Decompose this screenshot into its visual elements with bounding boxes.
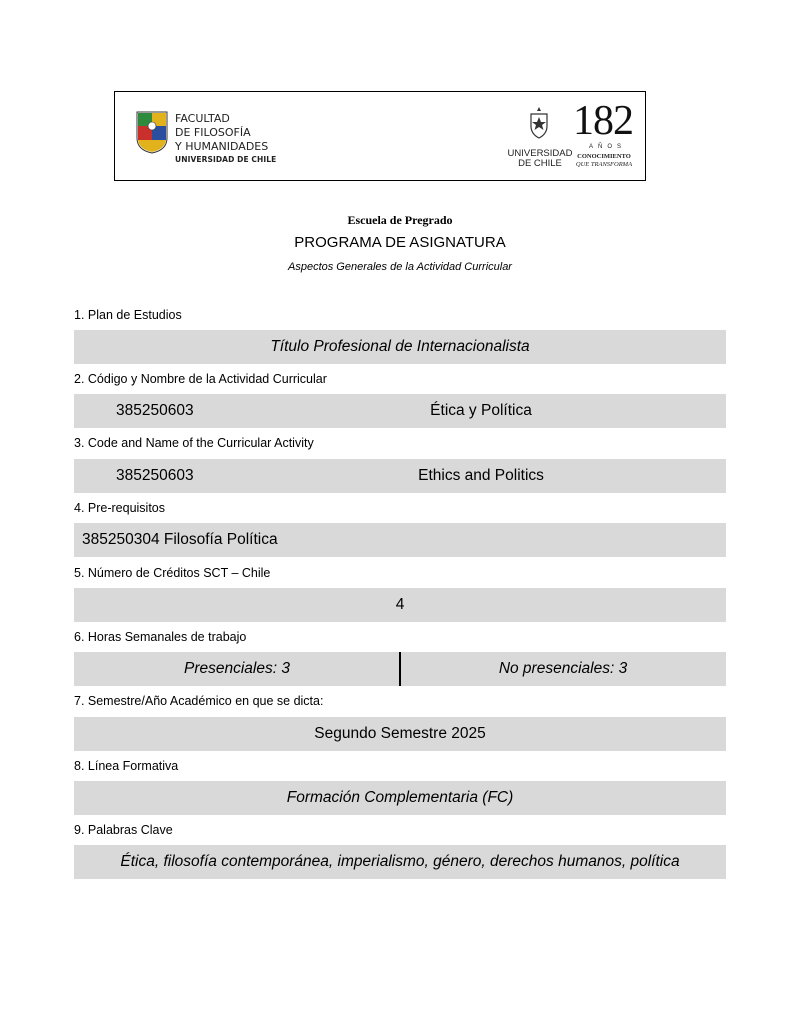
prereq-label: 4. Pre-requisitos: [74, 501, 166, 515]
palabras-label: 9. Palabras Clave: [74, 823, 173, 837]
school-name: Escuela de Pregrado: [347, 213, 453, 227]
codigo-en-code: 385250603: [116, 467, 194, 484]
university-seal-icon: [528, 106, 550, 140]
codigo-es-name: Ética y Política: [430, 402, 532, 419]
horas-no-presenciales: No presenciales: 3: [498, 660, 628, 677]
linea-value: Formación Complementaria (FC): [286, 789, 514, 806]
semestre-field: [74, 717, 726, 751]
anniversary-number: 182: [573, 98, 633, 144]
motto-line-1: CONOCIMIENTO: [577, 153, 631, 160]
faculty-line-4: UNIVERSIDAD DE CHILE: [175, 155, 277, 164]
document-title: PROGRAMA DE ASIGNATURA: [294, 234, 506, 251]
creditos-label: 5. Número de Créditos SCT – Chile: [74, 566, 271, 580]
university-line-2: DE CHILE: [518, 158, 562, 169]
creditos-value: 4: [395, 596, 405, 613]
plan-field: [74, 330, 726, 364]
codigo-en-label: 3. Code and Name of the Curricular Activity: [74, 436, 314, 450]
header-logos: [114, 91, 646, 181]
faculty-shield-icon: [135, 110, 169, 154]
prereq-field: [74, 523, 726, 557]
linea-field: [74, 781, 726, 815]
faculty-line-3: Y HUMANIDADES: [175, 140, 269, 153]
plan-value: Título Profesional de Internacionalista: [270, 338, 530, 355]
university-wordmark: [506, 149, 574, 169]
faculty-wordmark: [175, 112, 276, 166]
creditos-field: [74, 588, 726, 622]
anniversary-motto: [574, 153, 634, 169]
codigo-en-name: Ethics and Politics: [418, 467, 544, 484]
horas-field: [74, 652, 726, 686]
codigo-es-code: 385250603: [116, 402, 194, 419]
horas-presenciales: Presenciales: 3: [184, 660, 290, 677]
codigo-es-field: [74, 394, 726, 428]
horas-label: 6. Horas Semanales de trabajo: [74, 630, 247, 644]
plan-label: 1. Plan de Estudios: [74, 308, 182, 322]
motto-line-2: QUE TRANSFORMA: [575, 161, 633, 168]
codigo-en-field: [74, 459, 726, 493]
linea-label: 8. Línea Formativa: [74, 759, 179, 773]
palabras-field: [74, 845, 726, 879]
semestre-label: 7. Semestre/Año Académico en que se dicta:: [74, 694, 324, 708]
prereq-value: 385250304 Filosofía Política: [82, 531, 278, 548]
codigo-es-label: 2. Código y Nombre de la Actividad Curricular: [74, 372, 327, 386]
semestre-value: Segundo Semestre 2025: [314, 725, 486, 742]
faculty-line-1: FACULTAD: [175, 112, 230, 125]
anniversary-word: AÑOS: [589, 144, 627, 150]
document-subtitle: Aspectos Generales de la Actividad Curricular: [288, 261, 512, 273]
university-line-1: UNIVERSIDAD: [507, 148, 573, 159]
faculty-line-2: DE FILOSOFÍA: [175, 126, 251, 139]
palabras-value: Ética, filosofía contemporánea, imperialismo, género, derechos humanos, política: [120, 853, 680, 870]
